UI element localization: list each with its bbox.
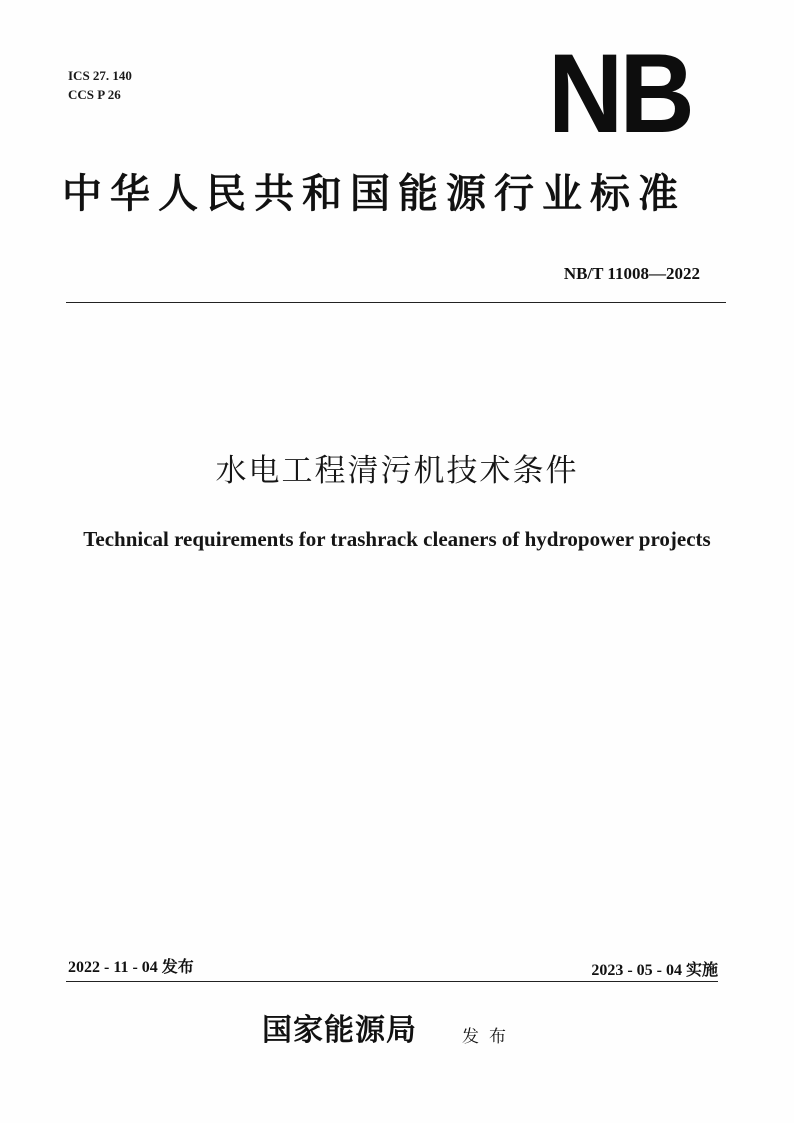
top-divider [66,302,726,303]
english-title: Technical requirements for trashrack cleaners of hydropower projects [83,527,711,551]
chinese-title: 水电工程清污机技术条件 [215,453,579,489]
bottom-divider [66,981,718,982]
standard-number: NB/T 11008—2022 [563,264,700,283]
classification-codes [68,66,132,104]
nb-logo: NB [548,31,692,156]
ccs-code: CCS P 26 [68,87,121,102]
issue-date: 2022 - 11 - 04 发布 [68,959,194,976]
publisher-action: 发布 [462,1027,516,1047]
standard-category-title: 中华人民共和国能源行业标准 [62,171,686,217]
ics-code: ICS 27. 140 [68,68,132,83]
publisher-name: 国家能源局 [262,1013,417,1048]
implementation-date: 2023 - 05 - 04 实施 [591,962,718,979]
